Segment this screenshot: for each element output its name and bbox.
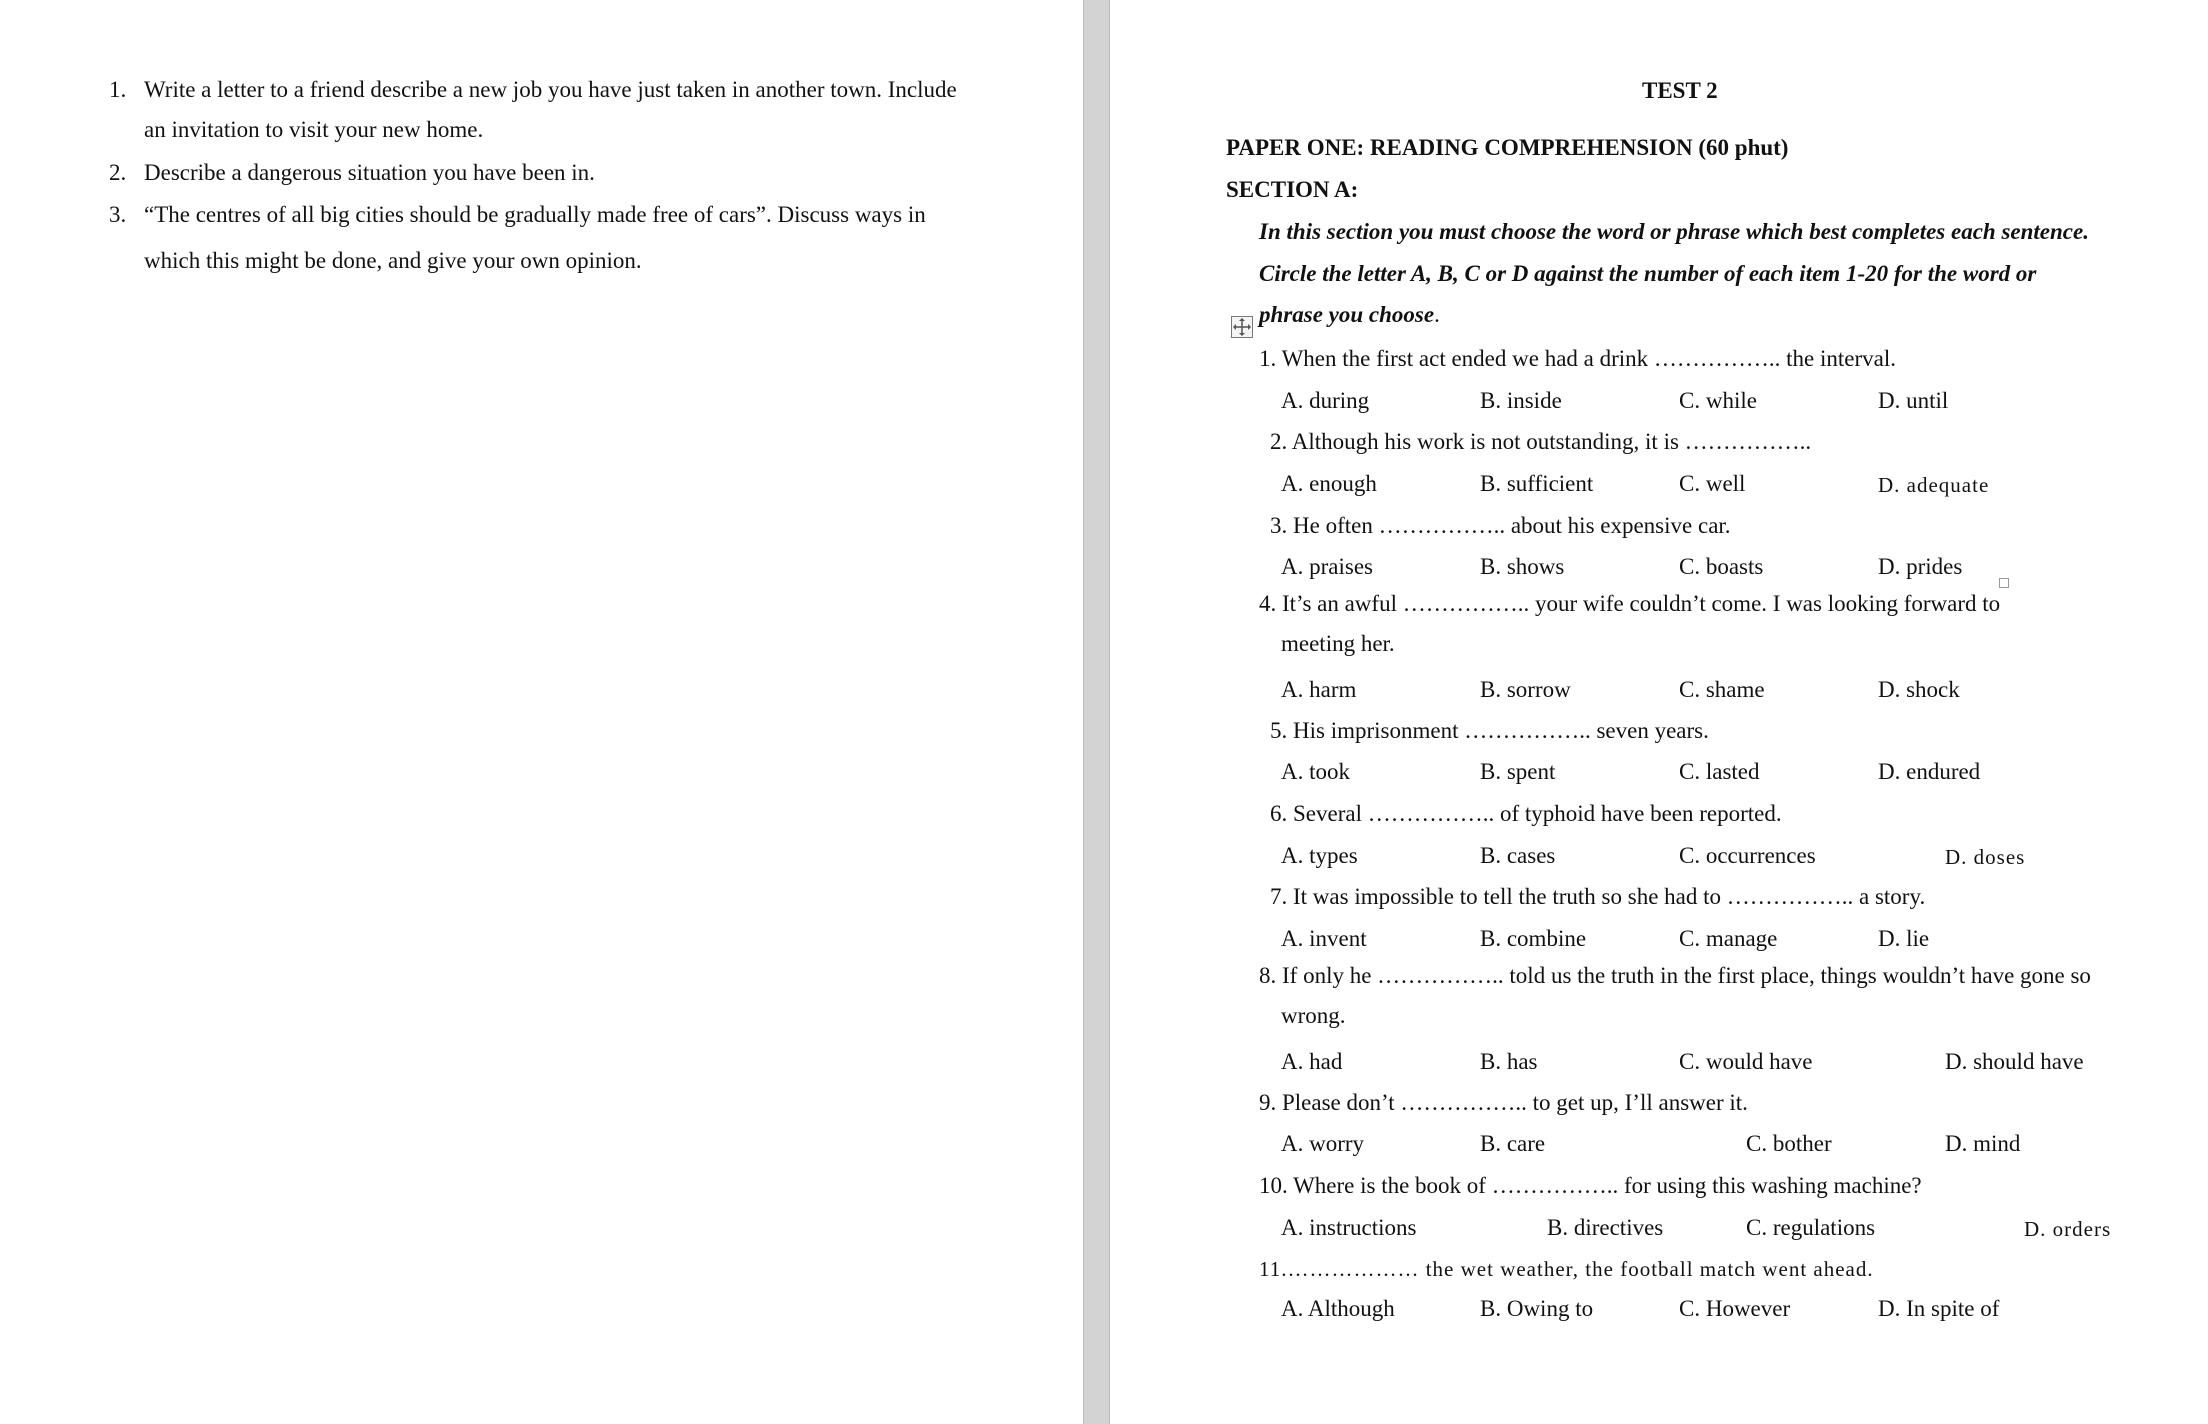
instructions-line-3 — [1259, 300, 1440, 330]
question-1-option-c: C. while — [1679, 388, 1757, 413]
question-7-stem: 7. It was impossible to tell the truth so she had to …………….. a story. — [1270, 884, 1926, 909]
question-8-option-a: A. had — [1281, 1049, 1343, 1074]
question-5-option-c: C. lasted — [1679, 759, 1760, 784]
question-9-option-c: C. bother — [1746, 1131, 1832, 1156]
question-7-option-a: A. invent — [1281, 926, 1367, 951]
question-7-option-b: B. combine — [1480, 926, 1587, 951]
question-6-option-b: B. cases — [1480, 843, 1556, 868]
essay-item-1-line-1: Write a letter to a friend describe a new job you have just taken in another town. Include — [144, 77, 957, 102]
question-1-option-a: A. during — [1281, 388, 1370, 413]
table-move-handle-icon[interactable] — [1231, 316, 1253, 338]
question-5-option-d: D. endured — [1878, 759, 1981, 784]
test-title: TEST 2 — [1642, 78, 1718, 103]
essay-item-3-line-1: “The centres of all big cities should be gradually made free of cars”. Discuss ways in — [144, 202, 926, 227]
question-4-option-b: B. sorrow — [1480, 677, 1571, 702]
question-5-stem: 5. His imprisonment …………….. seven years. — [1270, 718, 1709, 743]
essay-item-1-number: 1. — [109, 77, 127, 102]
question-11-option-d: D. In spite of — [1878, 1296, 2000, 1321]
question-4-option-d: D. shock — [1878, 677, 1960, 702]
question-8-option-b: B. has — [1480, 1049, 1538, 1074]
question-6-stem: 6. Several …………….. of typhoid have been reported. — [1270, 801, 1782, 826]
instructions-line-2: Circle the letter A, B, C or D against the number of each item 1-20 for the word or — [1259, 261, 2037, 286]
question-6-option-d: D. doses — [1945, 845, 2026, 869]
instructions-line-3-text: phrase you choose — [1259, 302, 1435, 327]
question-6-option-a: A. types — [1281, 843, 1358, 868]
question-3-option-b: B. shows — [1480, 554, 1565, 579]
question-2-option-c: C. well — [1679, 471, 1746, 496]
essay-item-3-line-2: which this might be done, and give your own opinion. — [144, 248, 642, 273]
question-8-option-c: C. would have — [1679, 1049, 1813, 1074]
question-8-stem: 8. If only he …………….. told us the truth in the first place, things wouldn’t have gone so — [1259, 963, 2091, 988]
question-9-option-b: B. care — [1480, 1131, 1546, 1156]
question-4-option-a: A. harm — [1281, 677, 1357, 702]
essay-item-2-number: 2. — [109, 160, 127, 185]
question-10-option-d: D. orders — [2024, 1217, 2112, 1241]
question-8-stem-continued: wrong. — [1281, 1003, 1346, 1028]
question-7-option-c: C. manage — [1679, 926, 1778, 951]
question-4-stem: 4. It’s an awful …………….. your wife couldn’t come. I was looking forward to — [1259, 591, 2001, 616]
question-6-option-c: C. occurrences — [1679, 843, 1816, 868]
page-gutter — [1083, 0, 1110, 1424]
question-11-option-c: C. However — [1679, 1296, 1791, 1321]
question-1-option-b: B. inside — [1480, 388, 1562, 413]
instructions-line-1: In this section you must choose the word or phrase which best completes each sentence. — [1259, 219, 2089, 244]
question-10-option-c: C. regulations — [1746, 1215, 1876, 1240]
question-5-option-a: A. took — [1281, 759, 1350, 784]
question-9-option-d: D. mind — [1945, 1131, 2021, 1156]
section-heading: SECTION A: — [1226, 177, 1359, 202]
question-11-option-b: B. Owing to — [1480, 1296, 1594, 1321]
question-1-option-d: D. until — [1878, 388, 1949, 413]
paper-heading: PAPER ONE: READING COMPREHENSION (60 phut) — [1226, 135, 1789, 160]
essay-item-1-line-2: an invitation to visit your new home. — [144, 117, 484, 142]
left-page — [0, 0, 1083, 1424]
question-2-option-d: D. adequate — [1878, 473, 1990, 497]
question-2-option-b: B. sufficient — [1480, 471, 1594, 496]
question-2-option-a: A. enough — [1281, 471, 1377, 496]
question-5-option-b: B. spent — [1480, 759, 1556, 784]
question-1-stem: 1. When the first act ended we had a drink …………….. the interval. — [1259, 346, 1897, 371]
question-10-stem: 10. Where is the book of …………….. for using this washing machine? — [1259, 1173, 1922, 1198]
question-11-stem: 11.……………… the wet weather, the football match went ahead. — [1259, 1257, 1874, 1281]
table-resize-handle-icon[interactable] — [1999, 578, 2009, 588]
question-10-option-a: A. instructions — [1281, 1215, 1417, 1240]
question-10-option-b: B. directives — [1547, 1215, 1664, 1240]
question-3-option-d: D. prides — [1878, 554, 1963, 579]
question-7-option-d: D. lie — [1878, 926, 1930, 951]
question-2-stem: 2. Although his work is not outstanding, it is …………….. — [1270, 429, 1812, 454]
essay-item-3-number: 3. — [109, 202, 127, 227]
question-11-option-a: A. Although — [1281, 1296, 1395, 1321]
essay-item-2-line-1: Describe a dangerous situation you have been in. — [144, 160, 595, 185]
question-3-stem: 3. He often …………….. about his expensive car. — [1270, 513, 1731, 538]
question-3-option-a: A. praises — [1281, 554, 1373, 579]
right-page — [1110, 0, 2208, 1424]
question-4-stem-continued: meeting her. — [1281, 631, 1395, 656]
instructions-period: . — [1434, 302, 1440, 327]
question-4-option-c: C. shame — [1679, 677, 1765, 702]
question-3-option-c: C. boasts — [1679, 554, 1764, 579]
question-9-stem: 9. Please don’t …………….. to get up, I’ll answer it. — [1259, 1090, 1748, 1115]
question-8-option-d: D. should have — [1945, 1049, 2084, 1074]
question-9-option-a: A. worry — [1281, 1131, 1365, 1156]
